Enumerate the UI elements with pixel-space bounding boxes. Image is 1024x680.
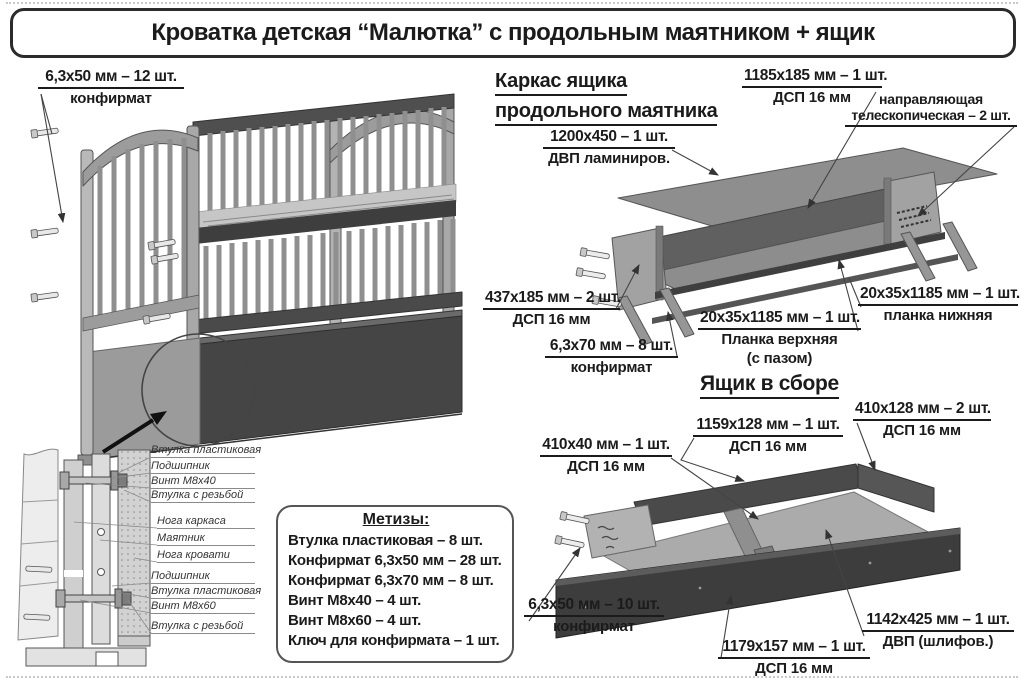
part-name: ДСП 16 мм <box>773 89 851 107</box>
part-name: ДСП 16 мм <box>512 311 591 329</box>
callout-drawer-rail <box>540 436 672 476</box>
page-title: Кроватка детская “Малютка” с продольным маятником + ящик <box>151 19 875 46</box>
detail-label-bed-leg: Нога кровати <box>157 549 255 563</box>
part-size: 1142x425 мм – 1 шт. <box>862 611 1014 632</box>
drawer-heading: Ящик в сборе <box>700 372 839 399</box>
part-name: ДСП 16 мм <box>883 422 961 440</box>
frame-heading-line2: продольного маятника <box>495 100 717 126</box>
detail-label-bolt-m8x60: Винт М8х60 <box>151 600 255 614</box>
detail-label-bushing-plastic-bottom: Втулка пластиковая <box>151 585 262 597</box>
callout-plank-upper <box>698 309 861 368</box>
frame-section-heading <box>495 70 717 130</box>
detail-label-bushing-plastic-top: Втулка пластиковая <box>151 444 262 456</box>
frame-right-end <box>884 172 941 244</box>
detail-label-pendulum: Маятник <box>157 532 255 546</box>
hardware-title: Метизы: <box>362 511 430 528</box>
frame-heading-line1: Каркас ящика <box>495 70 627 96</box>
title-box <box>10 8 1016 58</box>
callout-telescopic-guide <box>845 92 1017 127</box>
part-name: ДВП (шлифов.) <box>882 633 994 651</box>
callout-frame-dvp-1200 <box>543 128 675 168</box>
part-name: ДСП 16 мм <box>567 458 645 476</box>
detail-frame-leg <box>64 460 83 666</box>
part-name: ДВП ламиниров. <box>548 150 670 168</box>
hardware-item: Втулка пластиковая – 8 шт. <box>288 532 483 549</box>
hardware-item: Винт М8х60 – 4 шт. <box>288 612 421 629</box>
part-size: 6,3x50 мм – 10 шт. <box>524 596 664 617</box>
part-name: планка нижняя <box>883 307 993 325</box>
part-size: 20x35x1185 мм – 1 шт. <box>698 309 861 330</box>
part-name: ДСП 16 мм <box>729 438 807 456</box>
callout-drawer-bottom <box>862 611 1014 651</box>
detail-label-bushing-threaded-bottom: Втулка с резьбой <box>151 620 255 634</box>
detail-label-bushing-threaded-top: Втулка с резьбой <box>151 489 255 503</box>
detail-label-bearing-top: Подшипник <box>151 460 255 474</box>
callout-crib-confirmat <box>38 68 184 108</box>
part-name: Планка верхняя <box>721 331 838 349</box>
hardware-item: Конфирмат 6,3х50 мм – 28 шт. <box>288 552 502 569</box>
callout-frame-dsp-437 <box>483 289 620 329</box>
part-size: 410x128 мм – 2 шт. <box>853 400 991 421</box>
hardware-item: Конфирмат 6,3х70 мм – 8 шт. <box>288 572 494 589</box>
part-name-2: (с пазом) <box>746 350 813 368</box>
hardware-item: Винт М8х40 – 4 шт. <box>288 592 421 609</box>
part-size: 1200x450 – 1 шт. <box>543 128 675 149</box>
callout-drawer-back <box>693 416 843 456</box>
part-name: конфирмат <box>70 90 152 108</box>
drawer-section-heading <box>700 372 839 403</box>
crib-end-slats <box>100 138 184 326</box>
hardware-item: Ключ для конфирмата – 1 шт. <box>288 632 500 649</box>
part-size: 6,3x70 мм – 8 шт. <box>545 337 678 358</box>
part-size: 1185x185 мм – 1 шт. <box>742 67 882 88</box>
callout-drawer-confirmat <box>524 596 664 636</box>
crib-drawer-side <box>88 338 200 460</box>
callout-drawer-side <box>853 400 991 440</box>
pendulum-detail-drawing <box>18 449 150 666</box>
callout-frame-confirmat <box>545 337 678 377</box>
part-name: ДСП 16 мм <box>755 660 833 678</box>
detail-label-bearing-bottom: Подшипник <box>151 570 255 584</box>
part-size: 410x40 мм – 1 шт. <box>540 436 672 457</box>
part-size: 20x35x1185 мм – 1 шт. <box>858 285 1018 306</box>
part-size: 6,3x50 мм – 12 шт. <box>38 68 184 89</box>
part-size: телескопическая – 2 шт. <box>845 108 1017 128</box>
part-size: 1179x157 мм – 1 шт. <box>718 638 870 659</box>
hardware-list-box <box>276 505 514 663</box>
part-name: направляющая <box>878 91 983 107</box>
callout-plank-lower <box>858 285 1018 325</box>
detail-label-bolt-m8x40: Винт М8х40 <box>151 475 255 489</box>
part-name: конфирмат <box>570 359 653 377</box>
detail-label-frame-leg: Нога каркаса <box>157 515 255 529</box>
part-name: конфирмат <box>553 618 635 636</box>
part-size: 437x185 мм – 2 шт. <box>483 289 620 310</box>
part-size: 1159x128 мм – 1 шт. <box>693 416 843 437</box>
callout-drawer-front <box>718 638 870 678</box>
crib-drawing <box>31 94 462 465</box>
